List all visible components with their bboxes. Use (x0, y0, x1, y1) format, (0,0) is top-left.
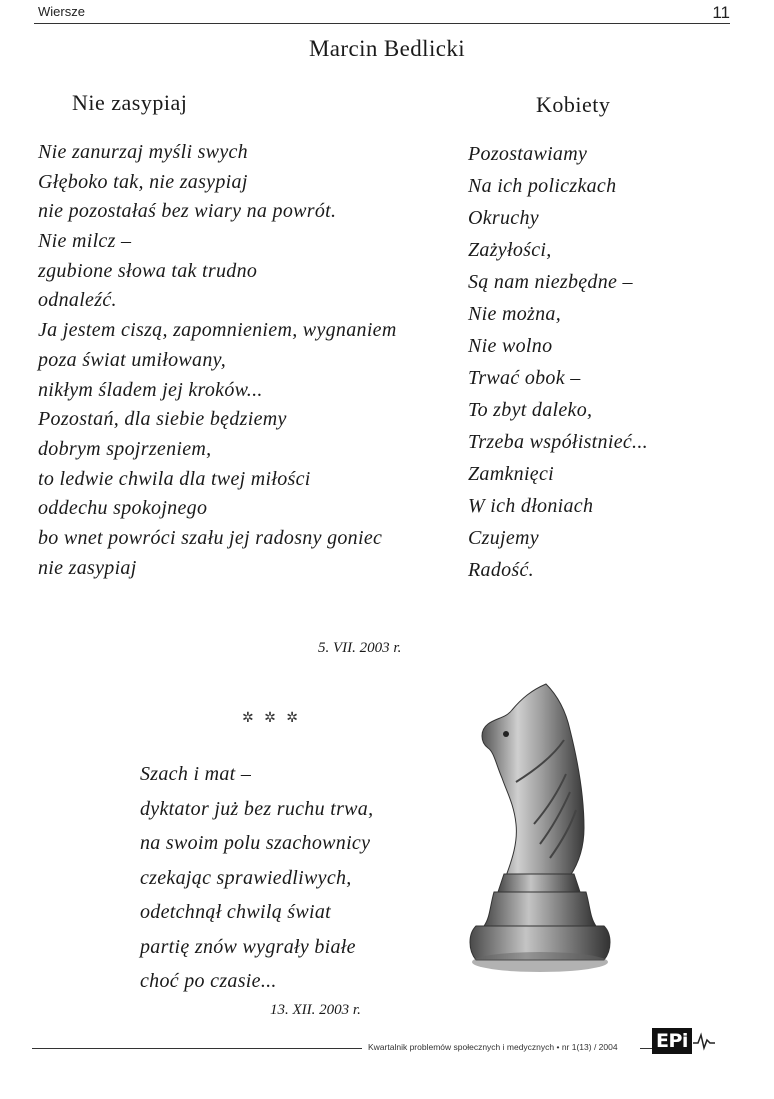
author-name: Marcin Bedlicki (308, 36, 466, 61)
poem-line: To zbyt daleko, (468, 399, 593, 421)
poem-line: nikłym śladem jej kroków... (38, 378, 263, 401)
poem-date: 13. XII. 2003 r. (270, 1002, 361, 1018)
poem-line: Nie zanurzaj myśli swych (38, 141, 248, 163)
poem-line: bo wnet powróci szału jej radosny goniec (38, 526, 383, 549)
poem-line: Nie wolno (468, 335, 553, 357)
poem-line: Nie milcz – (38, 230, 132, 253)
poem-line: Pozostań, dla siebie będziemy (38, 408, 287, 431)
footer-rule (640, 1048, 652, 1049)
pulse-icon (693, 1031, 715, 1051)
poem-line: Trzeba współistnieć... (468, 431, 648, 453)
poem-szach-i-mat (140, 757, 373, 999)
logo-text: EPi (652, 1028, 692, 1054)
poem-line: choć po czasie... (140, 970, 277, 992)
section-header: Wiersze (38, 4, 85, 19)
poem-line: nie pozostałaś bez wiary na powrót. (38, 200, 337, 223)
poem-line: Szach i mat – (140, 763, 252, 785)
poem-line: to ledwie chwila dla twej miłości (38, 467, 311, 490)
poem-line: dyktator już bez ruchu trwa, (140, 797, 374, 820)
poem-line: W ich dłoniach (468, 495, 594, 517)
section-separator (242, 706, 298, 730)
poem-line: Nie można, (468, 303, 561, 325)
poem-line: Głęboko tak, nie zasypiaj (38, 170, 248, 193)
poem-line: zgubione słowa tak trudno (38, 259, 258, 282)
poem-line: Zamknięci (468, 463, 555, 485)
poem-line: nie zasypiaj (38, 556, 137, 579)
poem-line: Radość. (468, 559, 534, 581)
poem-line: Są nam niezbędne – (468, 271, 633, 293)
poem-line: czekając sprawiedliwych, (140, 866, 352, 889)
poem-title-nie-zasypiaj: Nie zasypiaj (72, 90, 188, 115)
footer-rule (32, 1048, 362, 1049)
poem-line: Ja jestem ciszą, zapomnieniem, wygnaniem (38, 319, 397, 342)
poem-line: Okruchy (468, 207, 539, 229)
asterisk-icon: ✲ (242, 710, 254, 726)
poem-line: Zażyłości, (468, 239, 552, 261)
poem-nie-zasypiaj (38, 138, 397, 583)
poem-date: 5. VII. 2003 r. (318, 640, 402, 656)
poem-kobiety (468, 138, 648, 586)
journal-footer: Kwartalnik problemów społecznych i medycznych • nr 1(13) / 2004 (368, 1042, 618, 1052)
asterisk-icon: ✲ (286, 710, 298, 726)
poem-line: partię znów wygrały białe (140, 935, 356, 958)
poem-line: na swoim polu szachownicy (140, 832, 371, 854)
chess-knight-icon (466, 678, 616, 988)
poem-line: oddechu spokojnego (38, 497, 208, 520)
asterisk-icon: ✲ (264, 710, 276, 726)
poem-line: odnaleźć. (38, 289, 117, 312)
poem-title-kobiety: Kobiety (536, 92, 611, 117)
poem-line: Czujemy (468, 527, 539, 549)
poem-line: dobrym spojrzeniem, (38, 437, 212, 460)
poem-line: odetchnął chwilą świat (140, 901, 332, 923)
poem-line: Na ich policzkach (468, 175, 617, 197)
page-number: 11 (712, 3, 730, 22)
poem-line: poza świat umiłowany, (38, 348, 226, 371)
header-rule (34, 23, 730, 24)
poem-line: Trwać obok – (468, 367, 581, 389)
poem-line: Pozostawiamy (468, 143, 588, 165)
journal-logo (652, 1028, 730, 1054)
